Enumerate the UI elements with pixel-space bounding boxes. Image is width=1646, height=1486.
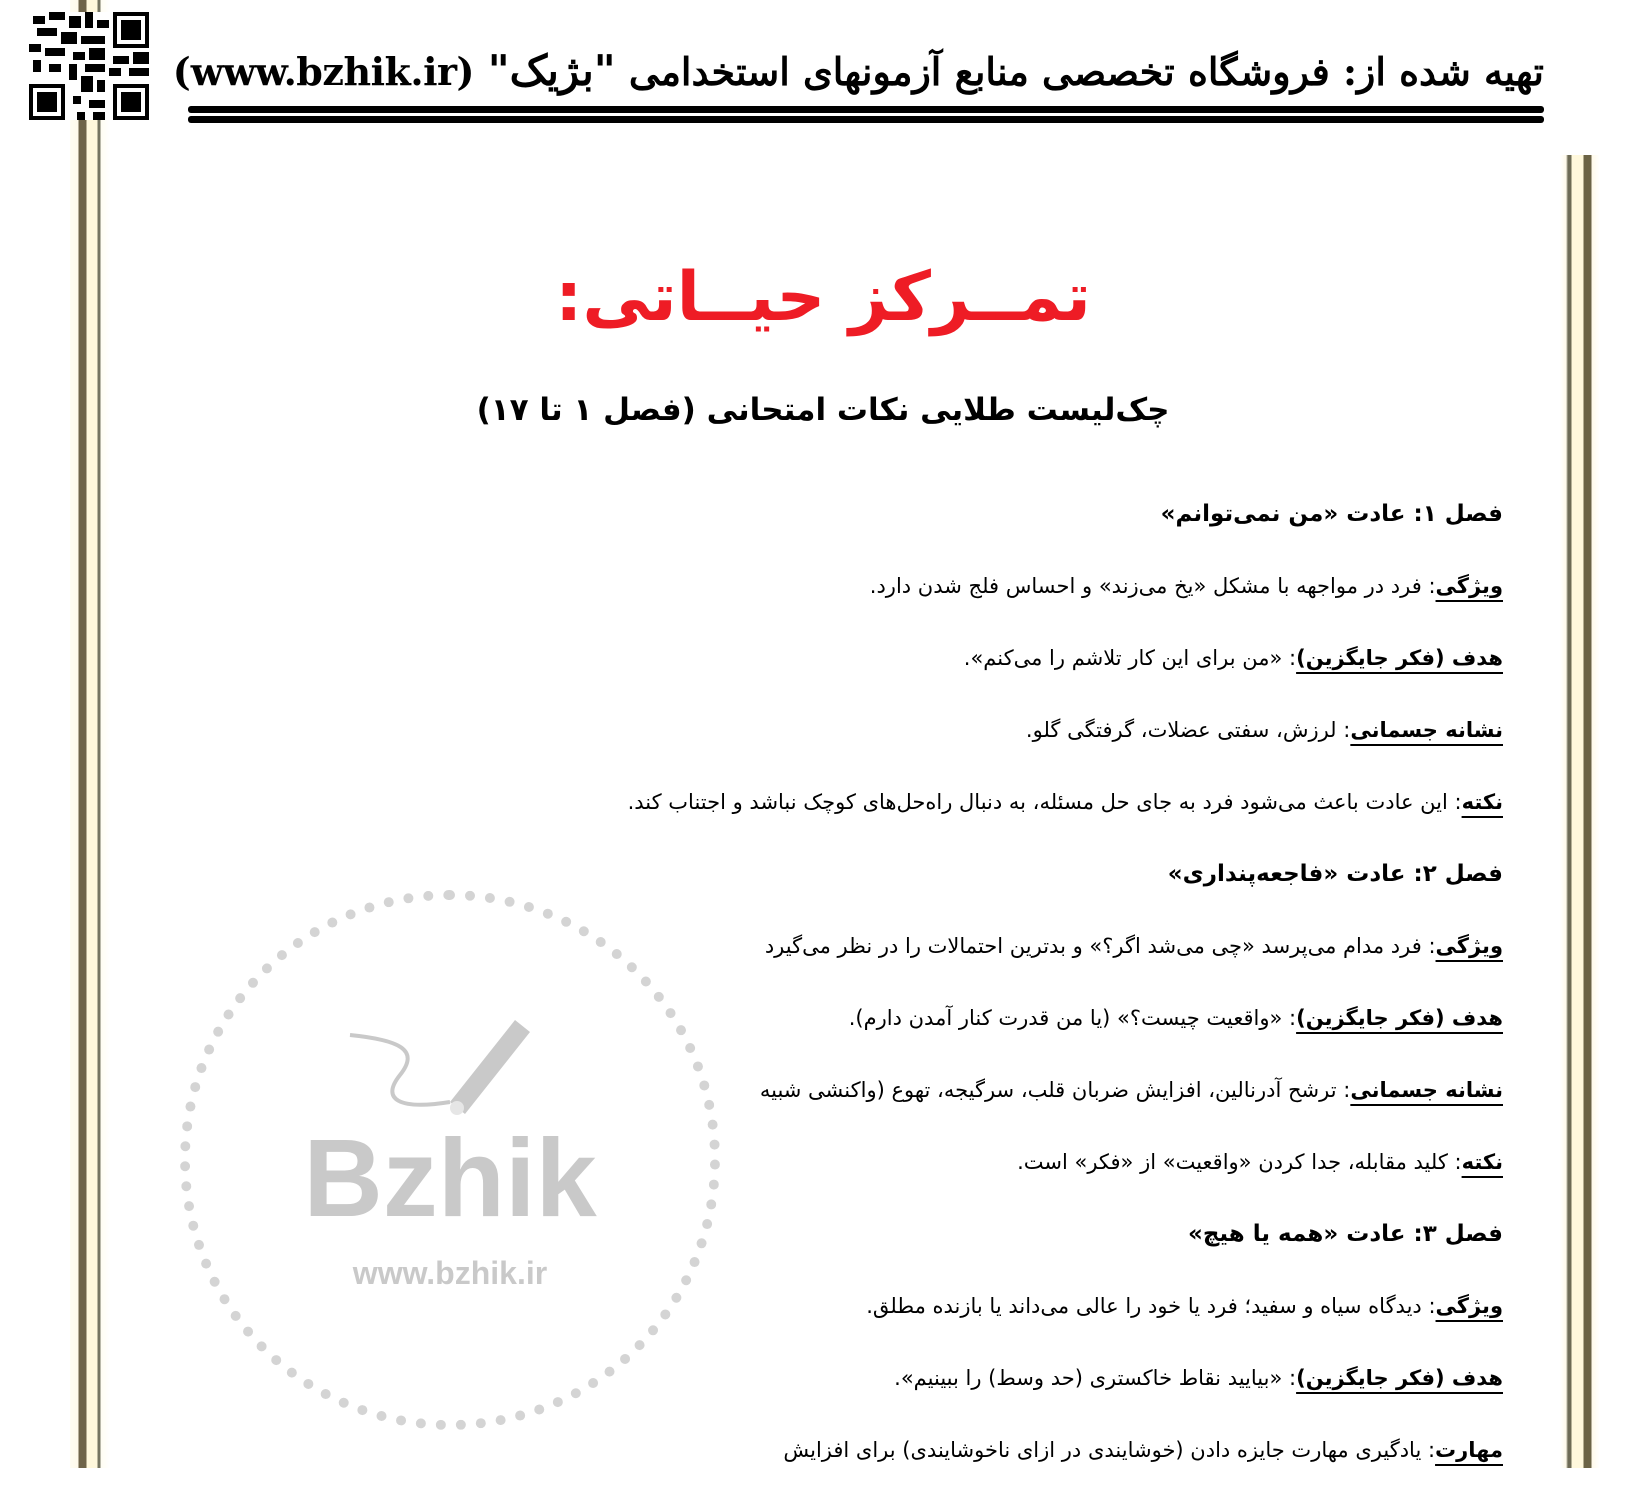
header-brand: "بژیک" (487, 46, 616, 95)
list-item (303, 1270, 1503, 1342)
item-label: هدف (فکر جایگزین) (1296, 1006, 1503, 1030)
section-heading: فصل ۲: عادت «فاجعه‌پنداری» (1167, 861, 1503, 887)
item-label: مهارت (1435, 1438, 1503, 1462)
item-text: : فرد در مواجهه با مشکل «یخ می‌زند» و احساس فلج شدن دارد. (869, 574, 1436, 598)
qr-code-icon (29, 12, 149, 120)
checklist-content (303, 478, 1503, 1486)
watermark-brand: Bzhik (303, 1117, 597, 1240)
header-divider (188, 116, 1544, 123)
header-prefix: تهیه شده از: فروشگاه تخصصی منابع آزمونهای استخدامی (628, 49, 1544, 94)
page-title: تمــرکز حیــاتی: (555, 258, 1091, 337)
item-text: : «من برای این کار تلاشم را می‌کنم». (963, 646, 1297, 670)
item-text: : دیدگاه سیاه و سفید؛ فرد یا خود را عالی می‌داند یا بازنده مطلق. (866, 1294, 1436, 1318)
list-item (303, 550, 1503, 622)
item-label: هدف (فکر جایگزین) (1296, 646, 1503, 670)
page-border-right (1560, 155, 1600, 1468)
header-url[interactable]: (www.bzhik.ir) (172, 49, 475, 94)
section-heading: فصل ۳: عادت «همه یا هیچ» (1187, 1221, 1503, 1247)
list-item (303, 622, 1503, 694)
list-item (303, 1126, 1503, 1198)
header-divider (188, 106, 1544, 113)
item-label: نشانه جسمانی (1350, 1078, 1503, 1102)
item-label: نکته (1461, 790, 1503, 814)
watermark-url: www.bzhik.ir (352, 1255, 548, 1291)
list-item (303, 1342, 1503, 1414)
item-text: : این عادت باعث می‌شود فرد به جای حل مسئله، به دنبال راه‌حل‌های کوچک نباشد و اجتناب کند. (627, 790, 1462, 814)
list-item (303, 694, 1503, 766)
item-label: ویژگی (1435, 574, 1503, 598)
list-item (303, 910, 1503, 982)
item-text: : «واقعیت چیست؟» (یا من قدرت کنار آمدن دارم). (848, 1006, 1297, 1030)
item-label: ویژگی (1435, 1294, 1503, 1318)
list-item (303, 1054, 1503, 1126)
header-text (173, 46, 1544, 95)
item-label: ویژگی (1435, 934, 1503, 958)
item-text: : ترشح آدرنالین، افزایش ضربان قلب، سرگیجه، تهوع (واکنشی شبیه (759, 1078, 1351, 1102)
item-label: نکته (1461, 1150, 1503, 1174)
list-item (303, 766, 1503, 838)
header (172, 40, 1544, 130)
item-text: : لرزش، سفتی عضلات، گرفتگی گلو. (1025, 718, 1351, 742)
section-heading: فصل ۱: عادت «من نمی‌توانم» (1160, 501, 1503, 527)
list-item (303, 1414, 1503, 1486)
item-text: : یادگیری مهارت جایزه دادن (خوشایندی در ازای ناخوشایندی) برای افزایش (783, 1438, 1436, 1462)
item-text: : «بیایید نقاط خاکستری (حد وسط) را ببینیم». (894, 1366, 1297, 1390)
item-label: نشانه جسمانی (1350, 718, 1503, 742)
list-item (303, 982, 1503, 1054)
item-text: : فرد مدام می‌پرسد «چی می‌شد اگر؟» و بدترین احتمالات را در نظر می‌گیرد (764, 934, 1436, 958)
page-subtitle: چک‌لیست طلایی نکات امتحانی (فصل ۱ تا ۱۷) (476, 392, 1170, 428)
item-label: هدف (فکر جایگزین) (1296, 1366, 1503, 1390)
page-border-left (70, 0, 110, 1468)
item-text: : کلید مقابله، جدا کردن «واقعیت» از «فکر» است. (1017, 1150, 1462, 1174)
